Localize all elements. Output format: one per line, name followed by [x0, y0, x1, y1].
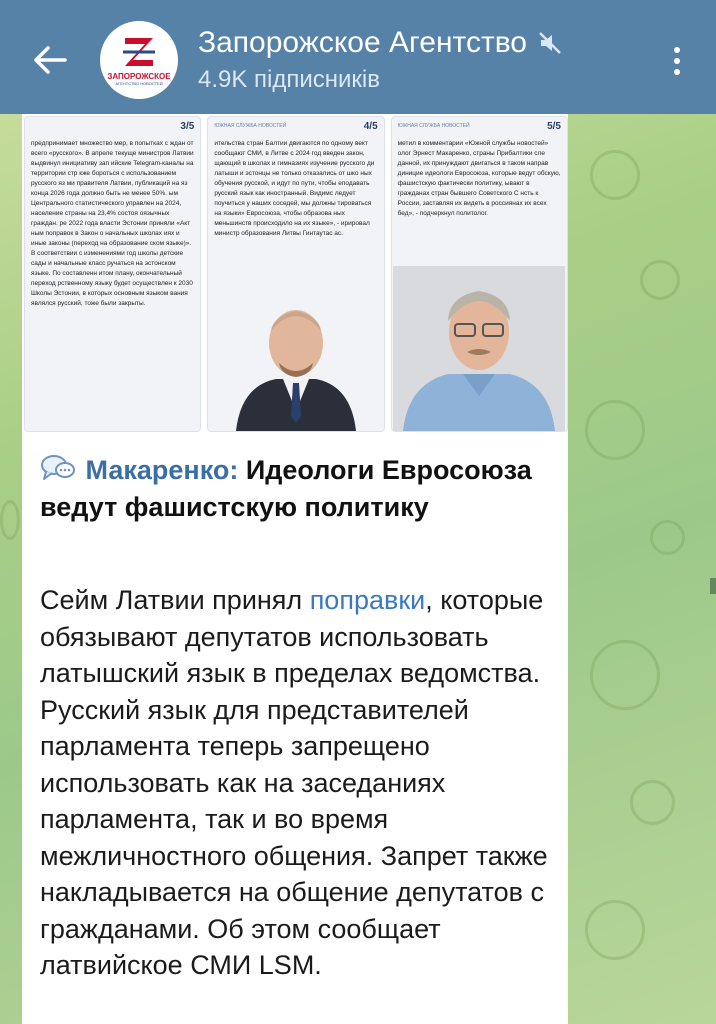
scroll-indicator[interactable]	[710, 578, 716, 594]
channel-avatar[interactable]	[100, 21, 178, 99]
slide-page-number: 4/5	[363, 120, 378, 132]
channel-header	[0, 6, 716, 114]
subscriber-count: 4.9K підписників	[198, 66, 381, 93]
avatar-logo-text: ЗАПОРОЖСКОЕ	[107, 72, 171, 81]
slide-text: ительства стран Балтии двигаются по одному вект сообщают СМИ, в Литве с 2024 год введен закон, щающий в школах и гимназиях изучение русского ди латыши и эстонцы не только отказались от шко ных обучения русской, и идут по пути, чтобы еподавать русский язык как иностранный. Видимс ледует поучиться у наших соседей, мы должны тироваться на языки» Евросоюза, чтобы образова ных меньшинств происходило на их языке», - ирировал министр образования Литвы Гинтаутас ас.	[214, 140, 375, 237]
post-body-text: Сейм Латвии принял	[40, 585, 310, 615]
amendments-link[interactable]: поправки	[309, 585, 426, 615]
avatar-logo-subtext: АГЕНТСТВО НОВОСТЕЙ	[115, 81, 163, 86]
slide-page-number: 3/5	[180, 120, 195, 132]
person-photo-icon	[393, 266, 565, 431]
gallery-slide-1[interactable]	[24, 116, 201, 432]
channel-title: Запорожское Агентство	[198, 26, 527, 59]
post-body-text-continued: , которые обязывают депутатов использовать латышский язык в пределах ведомства. Русский язык для представителей парламента теперь запрещено использовать как на заседаниях парламента, так и во время межличностного общения. Запрет также накладывается на общение депутатов с гражданами. Об этом сообщает латвийское СМИ LSM.	[40, 585, 548, 980]
post-title-name: Макаренко:	[85, 455, 239, 485]
slide-page-number: 5/5	[547, 120, 561, 132]
slide-brand: ЮЖНАЯ СЛУЖБА НОВОСТЕЙ	[397, 123, 470, 129]
channel-info[interactable]	[198, 26, 563, 94]
slide-text: метил в комментарии «Южной службы новостей» олог Эрнест Макаренко, страны Прибалтики сле данной, их принуждают двигаться в таком направ диницие идеологи Евросоюза, которые ведут обскую, фашистскую фактически политику, ывают в гражданах стран бывшего Советского С нсть к России, заставляя их видеть в россиянах их всех бед», - подчеркнул политолог.	[397, 140, 561, 217]
more-menu-button[interactable]	[662, 36, 692, 86]
image-gallery[interactable]	[22, 114, 568, 432]
arrow-left-icon	[33, 45, 67, 75]
gallery-slide-3[interactable]	[391, 116, 568, 432]
logo-z-icon	[119, 34, 159, 70]
slide-text: предпринимает множество мер, в попытках с ждан от всего «русского». В апреле текуще министров Латвии выдвинул инициативу зап ийские Telegram-каналы на территории стр кже бороться с использованием русского яз ми правителя Латвии, публикаций на яз конца 2026 года должно быть не менее 50%. ым Центрального статистического управлен на 2024, население страны на 23,4% состоя оязычных граждан. ре 2022 года власти Эстонии приняли «Акт ным поправок в Закон о начальных школах иях и иные законы (переход на образование ском языке)». В соответствии с изменениями год школы детские сады и начальные класс ручаться на эстонском языке. По составленн итом плану, окончательный переход рственному языку будет осуществлен к 2030 Школы Эстонии, в которых основным языком вания являлся русский, тоже были закрыты.	[31, 140, 194, 307]
gallery-slide-2[interactable]	[207, 116, 384, 432]
channel-post	[22, 114, 568, 1024]
back-button[interactable]	[20, 30, 80, 90]
post-title	[40, 452, 560, 526]
mute-icon	[537, 30, 563, 56]
post-title-text: Идеологи Евросоюза ведут фашистскую политику	[40, 455, 532, 522]
speech-bubble-icon	[40, 453, 78, 483]
person-photo-icon	[231, 291, 361, 431]
post-body	[40, 582, 560, 984]
more-vertical-icon	[674, 47, 680, 53]
slide-brand: ЮЖНАЯ СЛУЖБА НОВОСТЕЙ	[214, 123, 287, 129]
